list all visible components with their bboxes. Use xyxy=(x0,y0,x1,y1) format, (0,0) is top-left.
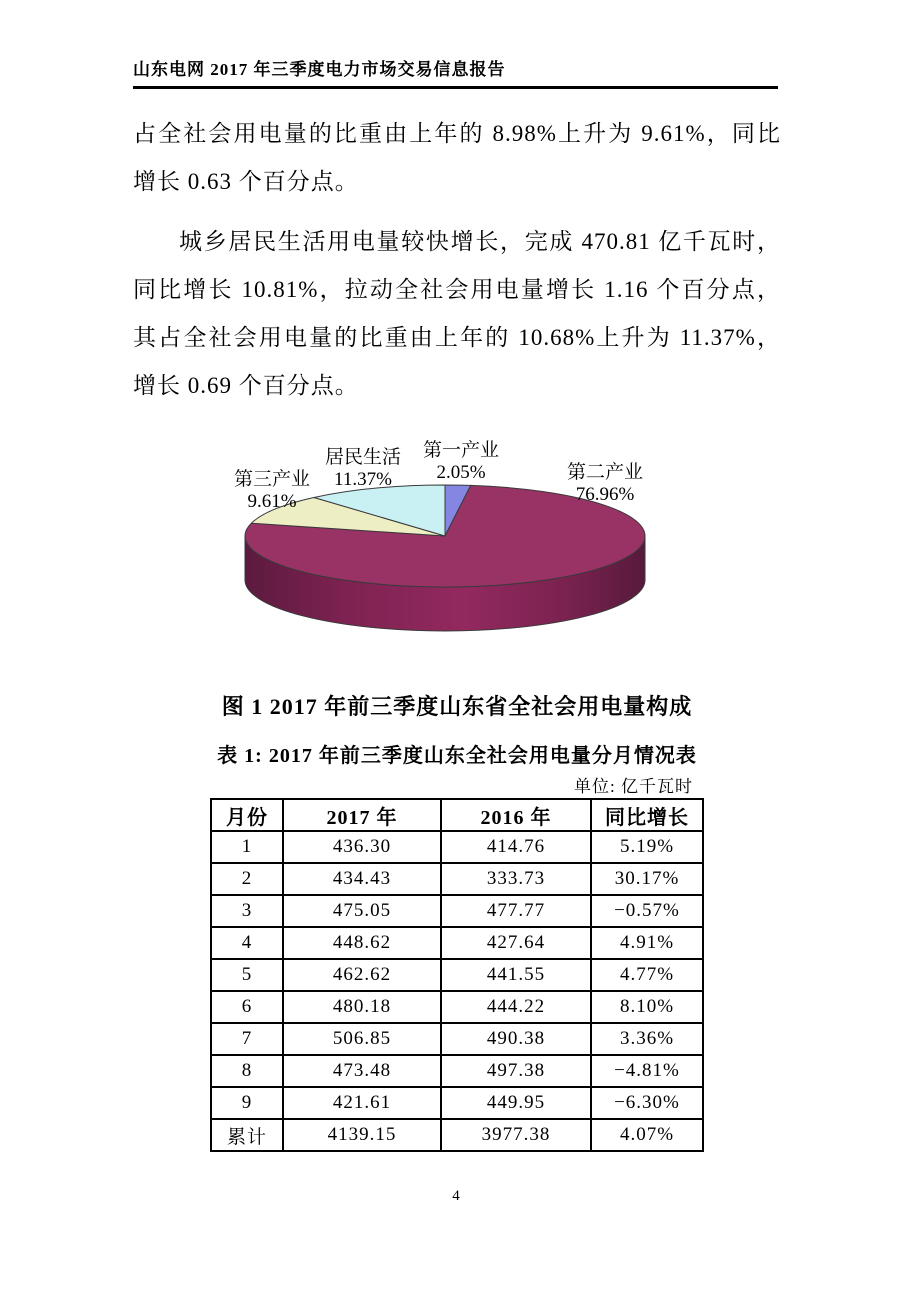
table-cell: 473.48 xyxy=(283,1055,441,1087)
table-cell: −4.81% xyxy=(591,1055,703,1087)
body-text xyxy=(133,110,781,410)
pie-label-tertiary-industry xyxy=(234,469,310,513)
monthly-consumption-table xyxy=(210,798,704,1152)
pie-label-value: 9.61% xyxy=(247,491,297,512)
table-row xyxy=(211,927,703,959)
paragraph-line: 其占全社会用电量的比重由上年的 10.68%上升为 11.37%， xyxy=(133,325,781,350)
table-cell: 506.85 xyxy=(283,1023,441,1055)
page-number: 4 xyxy=(452,1188,460,1204)
table-cell: 449.95 xyxy=(441,1087,591,1119)
header-title: 山东电网 2017 年三季度电力市场交易信息报告 xyxy=(133,60,506,79)
column-header: 2016 年 xyxy=(441,799,591,831)
pie-label-text: 居民生活 xyxy=(324,447,402,468)
table-cell: 414.76 xyxy=(441,831,591,863)
table-row xyxy=(211,1023,703,1055)
table-row xyxy=(211,863,703,895)
table-cell: 490.38 xyxy=(441,1023,591,1055)
table-cell: 2 xyxy=(211,863,283,895)
table-header-row xyxy=(211,799,703,831)
table-cell: 436.30 xyxy=(283,831,441,863)
table-cell: 4139.15 xyxy=(283,1119,441,1151)
table-cell: 4.77% xyxy=(591,959,703,991)
table-row xyxy=(211,991,703,1023)
unit-note: 单位: 亿千瓦时 xyxy=(574,777,693,796)
table-cell: 5.19% xyxy=(591,831,703,863)
table-cell: 434.43 xyxy=(283,863,441,895)
table-cell: 30.17% xyxy=(591,863,703,895)
pie-label-text: 第一产业 xyxy=(422,440,500,461)
table-cell: 8 xyxy=(211,1055,283,1087)
table-cell: 441.55 xyxy=(441,959,591,991)
table-caption: 表 1: 2017 年前三季度山东全社会用电量分月情况表 xyxy=(217,745,697,767)
pie-label-value: 2.05% xyxy=(436,462,486,483)
table-cell: 3 xyxy=(211,895,283,927)
table-cell: 444.22 xyxy=(441,991,591,1023)
table-cell: 累计 xyxy=(211,1119,283,1151)
table-cell: 3977.38 xyxy=(441,1119,591,1151)
pie-label-text: 第三产业 xyxy=(233,469,311,490)
table-cell: 4.07% xyxy=(591,1119,703,1151)
table-cell: 9 xyxy=(211,1087,283,1119)
page-header xyxy=(133,58,778,89)
table-row xyxy=(211,959,703,991)
paragraph-line: 同比增长 10.81%，拉动全社会用电量增长 1.16 个百分点， xyxy=(133,277,781,302)
pie-label-secondary-industry xyxy=(567,462,643,506)
table-row xyxy=(211,1087,703,1119)
pie-label-primary-industry xyxy=(423,440,499,484)
table-cell: 421.61 xyxy=(283,1087,441,1119)
table-cell: −0.57% xyxy=(591,895,703,927)
table-cell: 6 xyxy=(211,991,283,1023)
table-row xyxy=(211,1055,703,1087)
column-header: 同比增长 xyxy=(591,799,703,831)
column-header: 月份 xyxy=(211,799,283,831)
paragraph-line: 城乡居民生活用电量较快增长，完成 470.81 亿千瓦时， xyxy=(179,229,781,254)
table-cell: −6.30% xyxy=(591,1087,703,1119)
figure-caption: 图 1 2017 年前三季度山东省全社会用电量构成 xyxy=(221,694,693,719)
table-cell: 448.62 xyxy=(283,927,441,959)
pie-chart-figure xyxy=(223,438,683,673)
column-header: 2017 年 xyxy=(283,799,441,831)
table-cell: 4.91% xyxy=(591,927,703,959)
table-cell: 427.64 xyxy=(441,927,591,959)
pie-label-residential xyxy=(325,447,401,491)
table-cell: 475.05 xyxy=(283,895,441,927)
table-cell: 5 xyxy=(211,959,283,991)
table-cell: 497.38 xyxy=(441,1055,591,1087)
table-row xyxy=(211,1119,703,1151)
pie-label-value: 76.96% xyxy=(575,484,635,505)
paragraph-line: 增长 0.69 个百分点。 xyxy=(133,373,359,398)
table-row xyxy=(211,895,703,927)
paragraph-line: 占全社会用电量的比重由上年的 8.98%上升为 9.61%，同比 xyxy=(133,121,781,146)
table-row xyxy=(211,831,703,863)
table-cell: 462.62 xyxy=(283,959,441,991)
paragraph xyxy=(133,218,781,410)
paragraph xyxy=(133,110,781,206)
table-cell: 480.18 xyxy=(283,991,441,1023)
pie-label-value: 11.37% xyxy=(334,469,392,490)
table-cell: 477.77 xyxy=(441,895,591,927)
table-cell: 4 xyxy=(211,927,283,959)
paragraph-line: 增长 0.63 个百分点。 xyxy=(133,169,359,194)
table-cell: 8.10% xyxy=(591,991,703,1023)
pie-label-text: 第二产业 xyxy=(566,462,644,483)
table-cell: 333.73 xyxy=(441,863,591,895)
table-cell: 3.36% xyxy=(591,1023,703,1055)
table-cell: 7 xyxy=(211,1023,283,1055)
table-cell: 1 xyxy=(211,831,283,863)
